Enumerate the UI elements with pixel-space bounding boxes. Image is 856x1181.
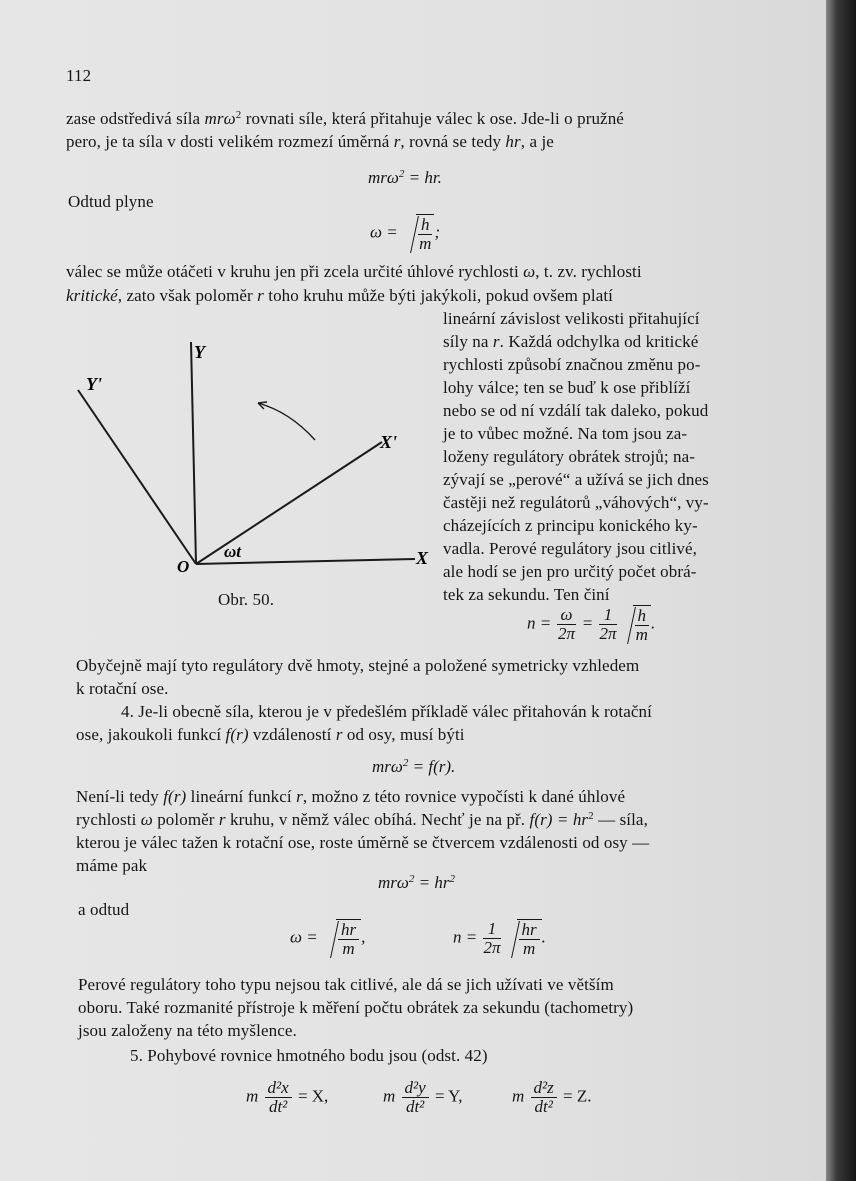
side-text-line12: ale hodí se jen pro určitý počet obrá- — [443, 562, 697, 581]
equation-omega-sqrt: ω = $\frac{h}{m}$ ; — [370, 215, 441, 253]
equation-mrw2-fr: mrω$^2$ = f(r). — [372, 757, 456, 776]
label-omega-t: ωt — [224, 542, 242, 561]
para3-line2: k rotační ose. — [76, 679, 169, 698]
text-odtud-plyne: Odtud plyne — [68, 192, 154, 211]
side-text-line13: tek za sekundu. Ten činí — [443, 585, 610, 604]
equation-mrw2-hr: mrω$^2$ = hr. — [368, 168, 442, 187]
label-origin: O — [177, 557, 190, 576]
equation-motion-y: m $\frac{\text{d²y}}{\text{dt²}}$ = Y, — [383, 1078, 463, 1116]
axis-y-prime-line — [78, 390, 196, 564]
side-text-line11: vadla. Perové regulátory jsou citlivé, — [443, 539, 698, 558]
side-text-line1: lineární závislost velikosti přitahující — [443, 309, 700, 328]
side-text-line5: nebo se od ní vzdálí tak daleko, pokud — [443, 401, 709, 420]
axis-y-line — [191, 342, 196, 564]
label-y-prime: Y' — [86, 374, 102, 394]
para3-line1: Obyčejně mají tyto regulátory dvě hmoty, stejné a položené symetricky vzhledem — [76, 656, 640, 675]
para7-line1: 5. Pohybové rovnice hmotného bodu jsou (odst. 42) — [130, 1046, 488, 1065]
para6-line1: Perové regulátory toho typu nejsou tak citlivé, ale dá se jich užívati ve větším — [78, 975, 614, 994]
figure-caption: Obr. 50. — [218, 590, 275, 609]
para2-line1: válec se může otáčeti v kruhu jen při zcela určité úhlové rychlosti ω, t. zv. rychlosti — [66, 262, 642, 281]
side-text-line9: častěji než regulátorů „váhových“, vy- — [443, 493, 709, 512]
side-text-line3: rychlosti způsobí značnou změnu po- — [443, 355, 701, 374]
text-a-odtud: a odtud — [78, 900, 130, 919]
para1-line1: zase odstředivá síla mrω$^2$ rovnati síle, která přitahuje válec k ose. Jde-li o pružné — [66, 109, 624, 128]
label-y: Y — [194, 342, 205, 362]
side-text-line6: je to vůbec možné. Na tom jsou za- — [443, 424, 688, 443]
para4-line2: ose, jakoukoli funkcí f(r) vzdáleností r od osy, musí býti — [76, 725, 465, 744]
equation-n-frequency: n = $\frac{\omega}{2\pi}$ = $\frac{1}{2\pi}$ $\frac{h}{m}$ . — [527, 605, 656, 644]
para5-line2: rychlosti ω poloměr r kruhu, v němž válec obíhá. Nechť je na př. $f(r) = hr^2$ — síla, — [76, 810, 648, 829]
side-text-line2: síly na r. Každá odchylka od kritické — [443, 332, 699, 351]
equation-mrw2-hr2: $mr\omega^2 = hr^2$ — [378, 873, 455, 892]
para6-line3: jsou založeny na této myšlence. — [78, 1021, 297, 1040]
para5-line4: máme pak — [76, 856, 148, 875]
equation-motion-x: m $\frac{\text{d²x}}{\text{dt²}}$ = X, — [246, 1078, 329, 1116]
para4-line1: 4. Je-li obecně síla, kterou je v předešlém příkladě válec přitahován k rotační — [121, 702, 652, 721]
equation-motion-z: m $\frac{\text{d²z}}{\text{dt²}}$ = Z. — [512, 1078, 592, 1116]
side-text-line10: cházejících z principu konického ky- — [443, 516, 698, 535]
para2-line2: kritické, zato však poloměr r toho kruhu může býti jakýkoli, pokud ovšem platí — [66, 286, 613, 305]
equation-omega-sqrt-hr: ω = $\frac{hr}{m}$ , — [290, 920, 366, 958]
para6-line2: oboru. Také rozmanité přístroje k měření počtu obrátek za sekundu (tachometry) — [78, 998, 634, 1017]
para5-line1: Není-li tedy f(r) lineární funkcí r, možno z této rovnice vypočísti k dané úhlové — [76, 787, 626, 806]
para1-line2: pero, je ta síla v dosti velikém rozmezí úměrná r, rovná se tedy hr, a je — [66, 132, 554, 151]
label-x: X — [416, 548, 429, 568]
rotation-arrow-icon — [258, 403, 315, 440]
side-text-line8: zývají se „perové“ a užívá se jich dnes — [443, 470, 709, 489]
book-spine-shadow — [826, 0, 856, 1181]
label-x-prime: X' — [380, 432, 398, 452]
page-number: 112 — [66, 66, 92, 85]
side-text-line7: loženy regulátory obrátek strojů; na- — [443, 447, 696, 466]
para5-line3: kterou je válec tažen k rotační ose, roste úměrně se čtvercem vzdálenosti od osy — — [76, 833, 650, 852]
figure-50-rotating-axes — [60, 320, 440, 590]
equation-n-sqrt-hr: n = $\frac{1}{2\pi}$ $\frac{hr}{m}$ . — [453, 919, 546, 958]
side-text-line4: lohy válce; ten se buď k ose přiblíží — [443, 378, 691, 397]
